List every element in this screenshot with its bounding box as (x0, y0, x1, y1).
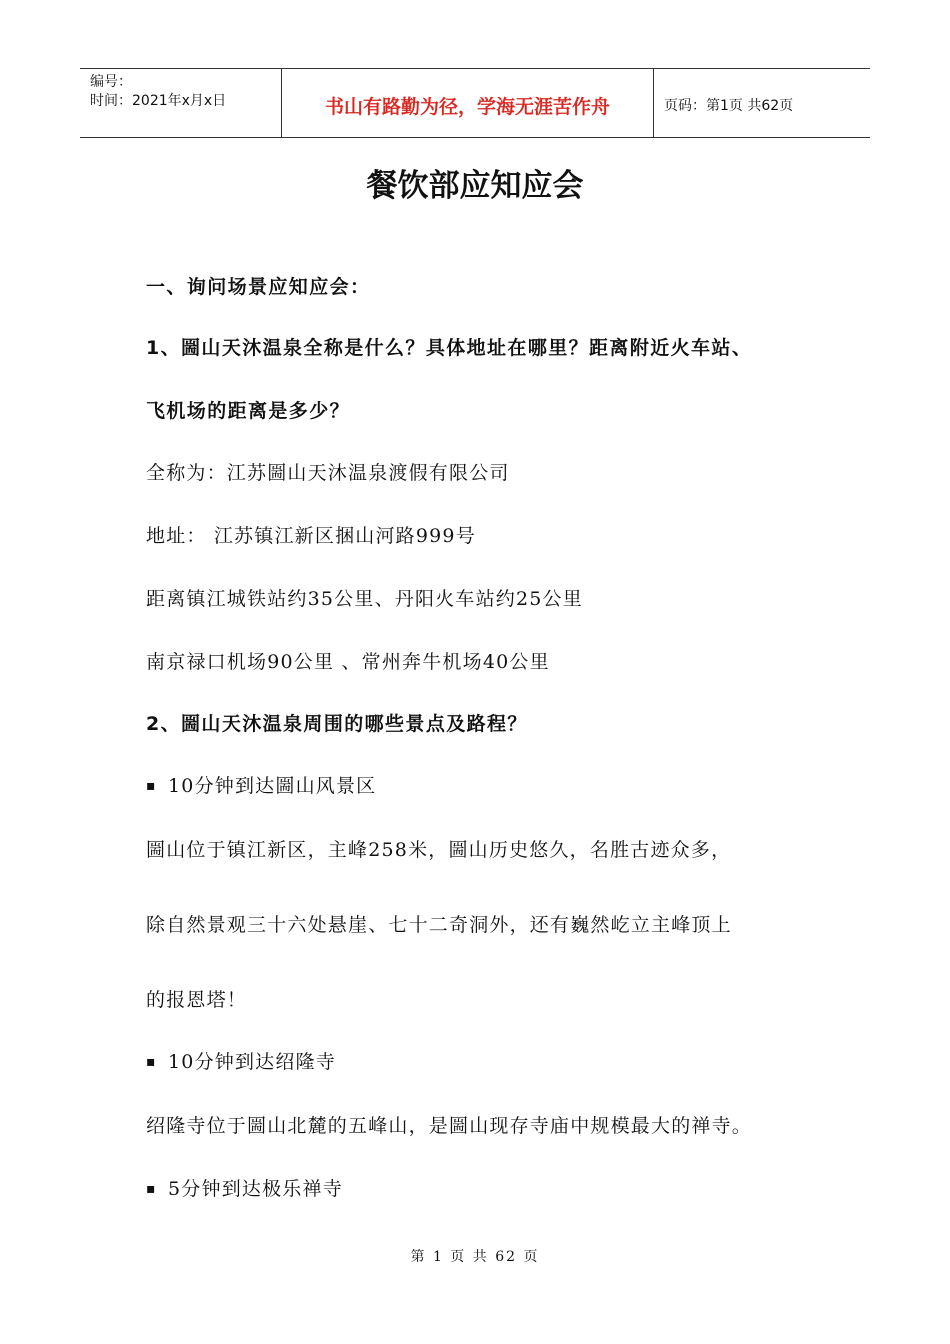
page-title: 餐饮部应知应会 (366, 168, 584, 204)
header-page-code: 页码：第1页 共62页 (664, 98, 794, 114)
chuanshan-desc-3: 的报恩塔！ (146, 989, 248, 1011)
list-item-chuanshan: ▪ 10分钟到达圌山风景区 (146, 771, 376, 798)
question-1-line-1: 1、圌山天沐温泉全称是什么？具体地址在哪里？距离附近火车站、 (146, 337, 753, 359)
question-1-line-2: 飞机场的距离是多少？ (146, 400, 351, 422)
doc-time-label: 时间：2021年x月x日 (90, 93, 227, 109)
header-table (80, 68, 870, 138)
chuanshan-desc-2: 除自然景观三十六处悬崖、七十二奇洞外，还有巍然屹立主峰顶上 (146, 914, 732, 936)
list-item-shaolong: ▪ 10分钟到达绍隆寺 (146, 1047, 336, 1074)
doc-number-label: 编号： (90, 74, 132, 90)
header-left-cell (80, 69, 282, 137)
chuanshan-desc-1: 圌山位于镇江新区，主峰258米，圌山历史悠久，名胜古迹众多， (146, 839, 732, 861)
list-item-jile: ▪ 5分钟到达极乐禅寺 (146, 1174, 343, 1201)
section-heading: 一、询问场景应知应会： (146, 276, 371, 298)
answer-train-distance: 距离镇江城铁站约35公里、丹阳火车站约25公里 (146, 588, 583, 610)
answer-airport-distance: 南京禄口机场90公里 、常州奔牛机场40公里 (146, 651, 550, 673)
answer-full-name: 全称为：江苏圌山天沐温泉渡假有限公司 (146, 462, 510, 484)
page-footer: 第 1 页 共 62 页 (410, 1249, 540, 1265)
header-motto: 书山有路勤为径，学海无涯苦作舟 (282, 69, 654, 137)
shaolong-desc: 绍隆寺位于圌山北麓的五峰山，是圌山现存寺庙中规模最大的禅寺。 (146, 1115, 753, 1137)
question-2: 2、圌山天沐温泉周围的哪些景点及路程？ (146, 713, 528, 735)
answer-address: 地址： 江苏镇江新区捆山河路999号 (146, 525, 476, 547)
